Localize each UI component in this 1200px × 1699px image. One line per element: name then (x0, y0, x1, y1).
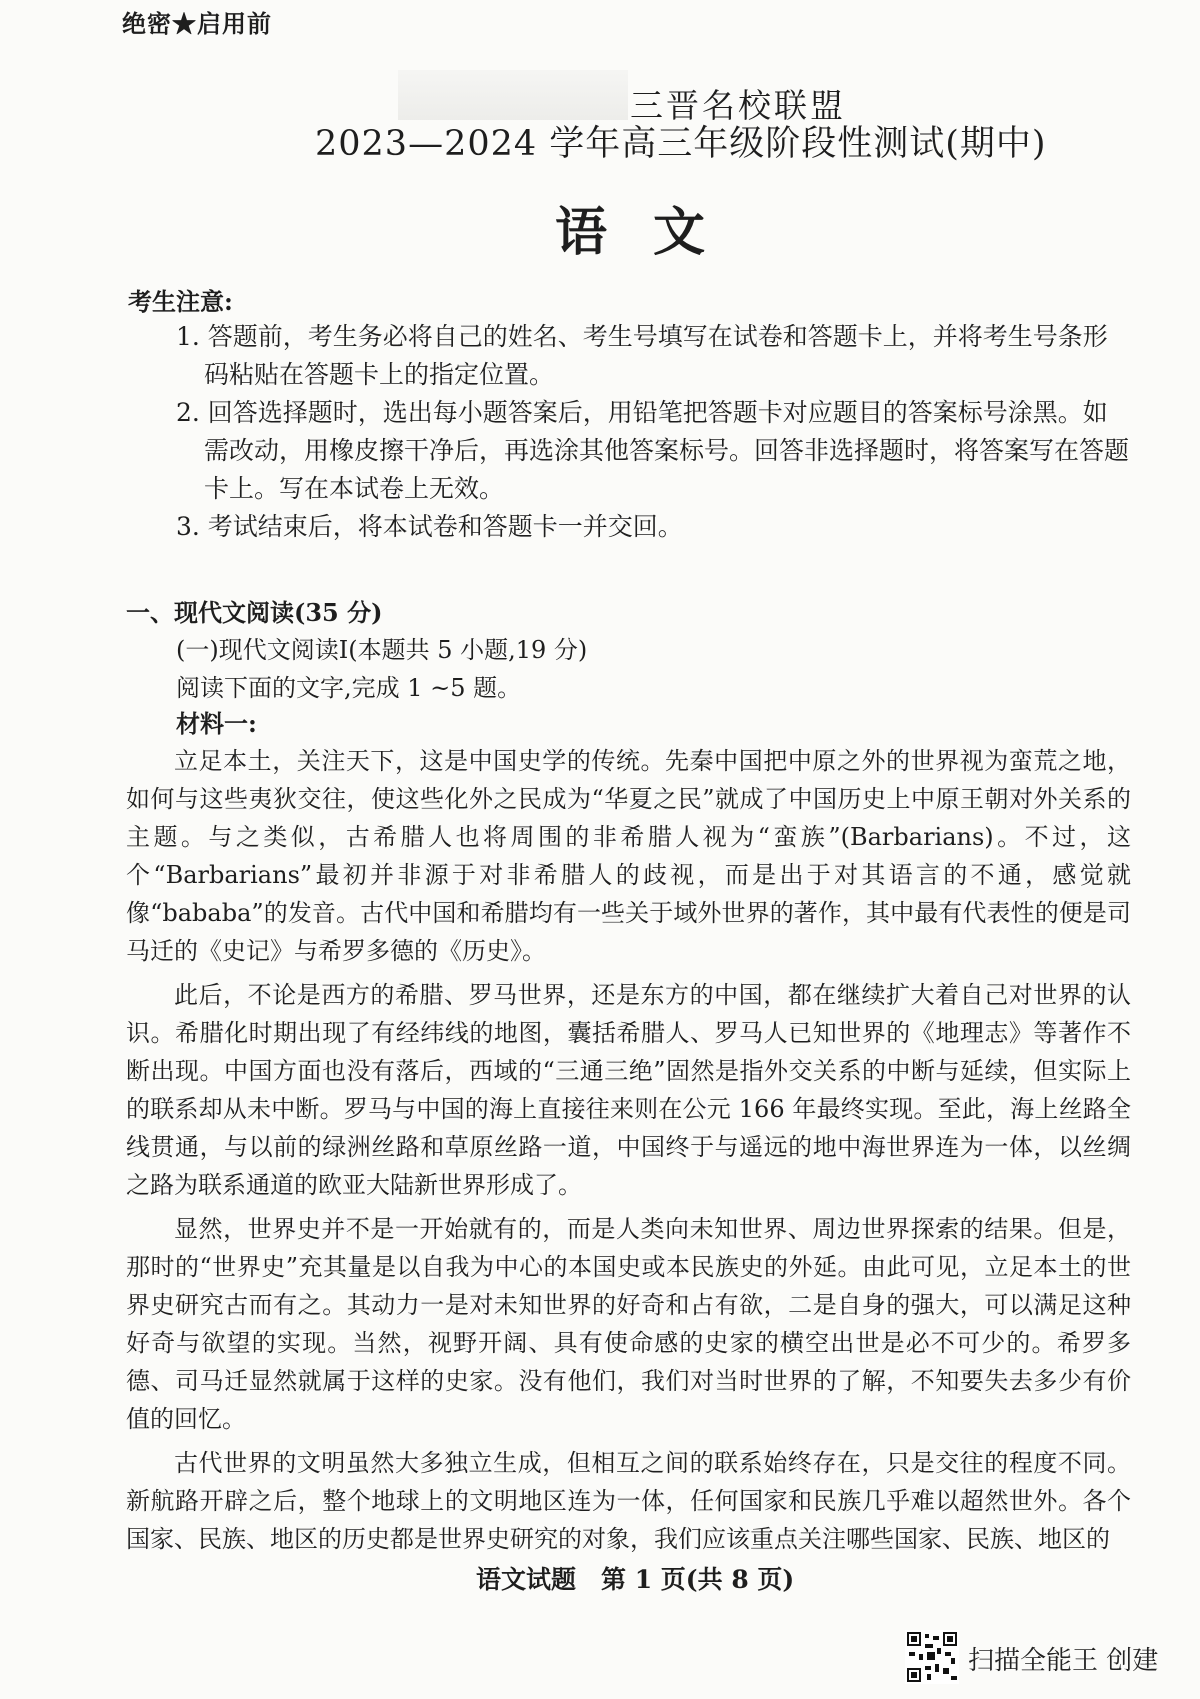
scanner-watermark-text: 扫描全能王 创建 (968, 1646, 1159, 1676)
passage-paragraph: 显然，世界史并不是一开始就有的，而是人类向未知世界、周边世界探索的结果。但是，那时的“世界史”充其量是以自我为中心的本国史或本民族史的外延。由此可见，立足本土的世界史研究古而有之。其动力一是对未知世界的好奇和占有欲，二是自身的强大，可以满足这种好奇与欲望的实现。当然，视野开阔、具有使命感的史家的横空出世是必不可少的。希罗多德、司马迁显然就属于这样的史家。没有他们，我们对当时世界的了解，不知要失去多少有价值的回忆。 (126, 1215, 1131, 1433)
exam-title: 2023—2024 学年高三年级阶段性测试(期中) (315, 124, 1047, 164)
reading-passage (126, 742, 1131, 1558)
section-instruction: 阅读下面的文字,完成 1 ~5 题。 (176, 674, 522, 702)
material-label: 材料一: (176, 709, 257, 738)
passage-paragraph: 此后，不论是西方的希腊、罗马世界，还是东方的中国，都在继续扩大着自己对世界的认识。希腊化时期出现了有经纬线的地图，囊括希腊人、罗马人已知世界的《地理志》等著作不断出现。中国方面也没有落后，西域的“三通三绝”固然是指外交关系的中断与延续，但实际上的联系却从未中断。罗马与中国的海上直接往来则在公元 166 年最终实现。至此，海上丝路全线贯通，与以前的绿洲丝路和草原丝路一道，中国终于与遥远的地中海世界连为一体，以丝绸之路为联系通道的欧亚大陆新世界形成了。 (126, 981, 1131, 1199)
qr-code-icon (905, 1630, 959, 1684)
notice-item: 1. 答题前，考生务必将自己的姓名、考生号填写在试卷和答题卡上，并将考生号条形码粘贴在答题卡上的指定位置。 (176, 322, 1108, 389)
confidential-label: 绝密★启用前 (122, 9, 272, 38)
passage-paragraph: 立足本土，关注天下，这是中国史学的传统。先秦中国把中原之外的世界视为蛮荒之地，如何与这些夷狄交往，使这些化外之民成为“华夏之民”就成了中国历史上中原王朝对外关系的主题。与之类似，古希腊人也将周围的非希腊人视为“蛮族”(Barbarians)。不过，这个“Barbarians”最初并非源于对非希腊人的歧视，而是出于对其语言的不通，感觉就像“bababa”的发音。古代中国和希腊均有一些关于域外世界的著作，其中最有代表性的便是司马迁的《史记》与希罗多德的《历史》。 (126, 747, 1131, 965)
passage-paragraph: 古代世界的文明虽然大多独立生成，但相互之间的联系始终存在，只是交往的程度不同。新航路开辟之后，整个地球上的文明地区连为一体，任何国家和民族几乎难以超然世外。各个国家、民族、地区的历史都是世界史研究的对象，我们应该重点关注哪些国家、民族、地区的 (126, 1449, 1131, 1553)
section-subheading: (一)现代文阅读Ⅰ(本题共 5 小题,19 分) (176, 636, 588, 664)
notice-item: 3. 考试结束后，将本试卷和答题卡一并交回。 (176, 512, 683, 541)
redaction-smudge (398, 70, 628, 120)
organization-name: 三晋名校联盟 (630, 86, 846, 125)
notice-item: 2. 回答选择题时，选出每小题答案后，用铅笔把答题卡对应题目的答案标号涂黑。如需改动，用橡皮擦干净后，再选涂其他答案标号。回答非选择题时，将答案写在答题卡上。写在本试卷上无效。 (176, 398, 1130, 503)
notice-heading: 考生注意: (128, 287, 233, 316)
notice-list (176, 318, 1131, 546)
section-heading: 一、现代文阅读(35 分) (126, 598, 383, 627)
subject-title: 语文 (555, 202, 752, 263)
page-footer: 语文试题 第 1 页(共 8 页) (476, 1565, 795, 1594)
